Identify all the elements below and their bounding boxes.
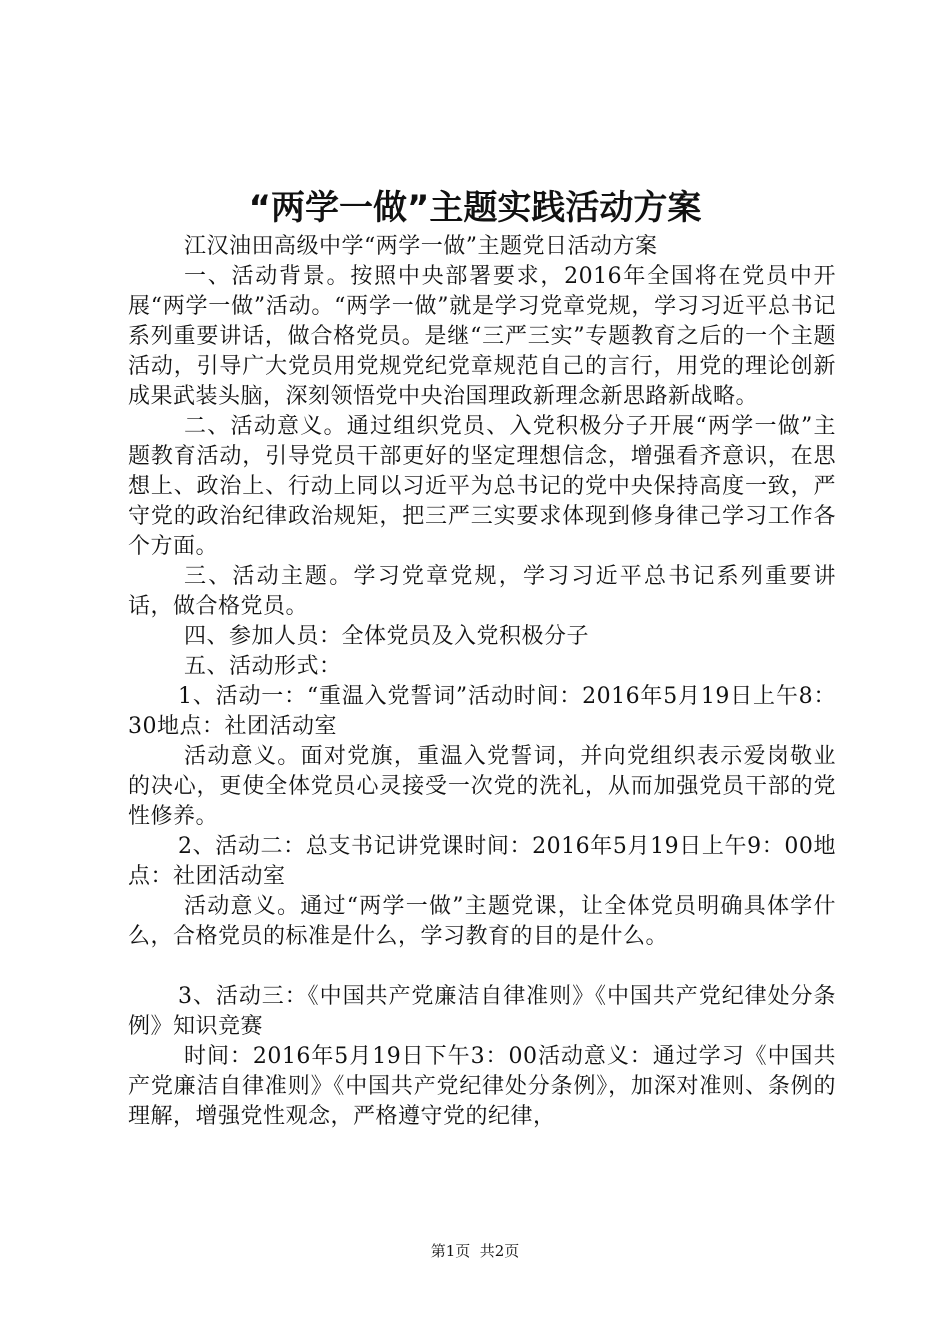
- page-footer: 第1页 共2页: [430, 1242, 520, 1260]
- paragraph-format: 五、活动形式：: [184, 654, 342, 679]
- paragraph-background: 一、活动背景。按照中央部署要求，2016年全国将在党员中开展“两学一做”活动。“两学一做”就是学习党章党规，学习习近平总书记系列重要讲话，做合格党员。是继“三严三实”专题教育之后的一个主题活动，引导广大党员用党规党纪党章规范自己的言行，用党的理论创新成果武装头脑，深刻领悟党中央治国理政新理念新思路新战略。: [128, 264, 836, 409]
- paragraph-subtitle: 江汉油田高级中学“两学一做”主题党日活动方案: [184, 234, 658, 259]
- paragraph-activity-2-significance: 活动意义。通过“两学一做”主题党课，让全体党员明确具体学什么，合格党员的标准是什么，学习教育的目的是什么。: [128, 894, 836, 949]
- paragraph-activity-1-significance: 活动意义。面对党旗，重温入党誓词，并向党组织表示爱岗敬业的决心，更使全体党员心灵接受一次党的洗礼，从而加强党员干部的党性修养。: [128, 744, 836, 829]
- paragraph-significance: 二、活动意义。通过组织党员、入党积极分子开展“两学一做”主题教育活动，引导党员干部更好的坚定理想信念，增强看齐意识，在思想上、政治上、行动上同以习近平为总书记的党中央保持高度一致，严守党的政治纪律政治规矩，把三严三实要求体现到修身律己学习工作各个方面。: [128, 414, 836, 559]
- document-body: [128, 232, 836, 1132]
- paragraph-activity-2: 2、活动二：总支书记讲党课时间：2016年5月19日上午9：00地点：社团活动室: [128, 834, 836, 889]
- paragraph-activity-3-details: 时间：2016年5月19日下午3：00活动意义：通过学习《中国共产党廉洁自律准则》《中国共产党纪律处分条例》，加深对准则、条例的理解，增强党性观念，严格遵守党的纪律，: [128, 1044, 836, 1129]
- paragraph-activity-3: 3、活动三：《中国共产党廉洁自律准则》《中国共产党纪律处分条例》知识竞赛: [128, 984, 836, 1039]
- paragraph-theme: 三、活动主题。学习党章党规，学习习近平总书记系列重要讲话，做合格党员。: [128, 564, 836, 619]
- document-title: “两学一做”主题实践活动方案: [248, 188, 702, 228]
- paragraph-gap: [128, 952, 836, 982]
- paragraph-participants: 四、参加人员：全体党员及入党积极分子: [184, 624, 590, 649]
- paragraph-activity-1: 1、活动一：“重温入党誓词”活动时间：2016年5月19日上午8：30地点：社团活动室: [128, 684, 836, 739]
